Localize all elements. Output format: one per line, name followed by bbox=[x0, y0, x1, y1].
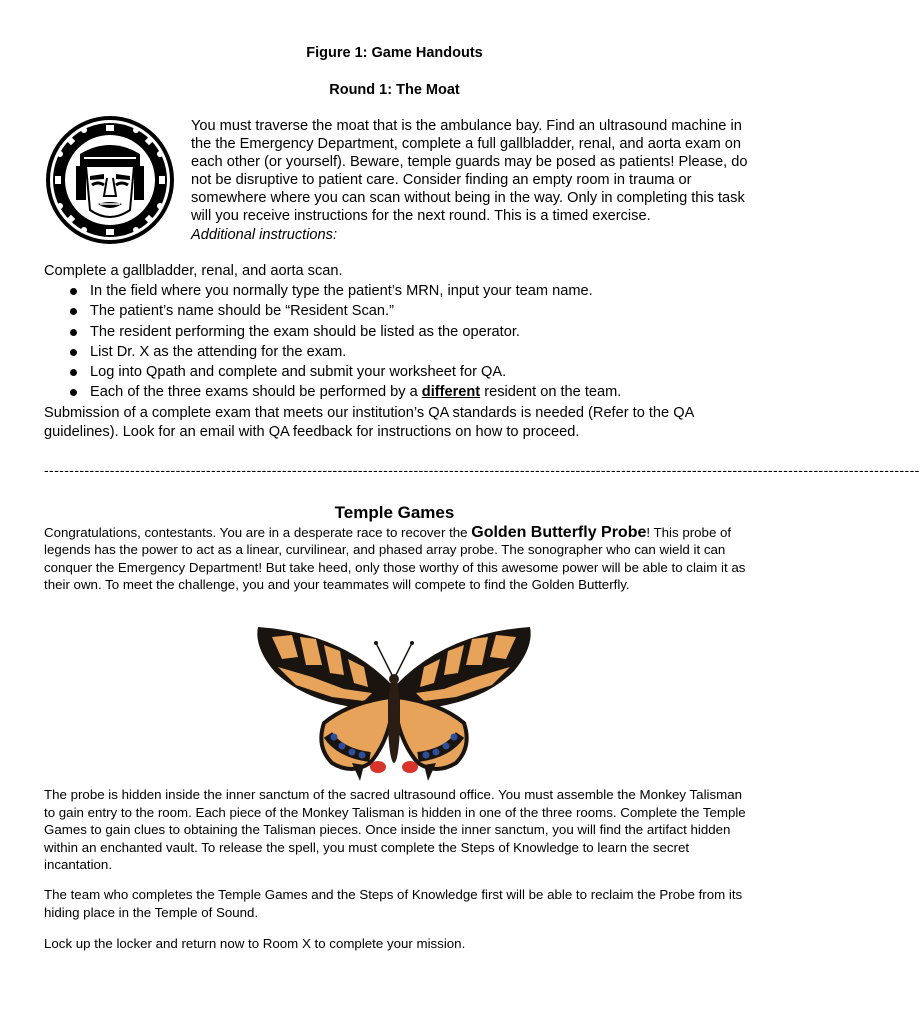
bullet-text-after: resident on the team. bbox=[480, 384, 622, 401]
temple-intro-paragraph bbox=[44, 524, 752, 594]
bullet-text-before: Each of the three exams should be performed by a bbox=[90, 384, 422, 401]
temple-games-title: Temple Games bbox=[334, 503, 455, 522]
complete-scan-line: Complete a gallbladder, renal, and aorta scan. bbox=[44, 263, 343, 279]
golden-butterfly-probe: Golden Butterfly Probe bbox=[471, 524, 647, 541]
submission-paragraph: Submission of a complete exam that meets our institution’s QA standards is needed (Refer to the QA guidelines). Look for an email with QA feedback for instructions on how to proceed. bbox=[44, 405, 694, 440]
list-item: Log into Qpath and complete and submit your worksheet for QA. bbox=[44, 362, 764, 382]
probe-hidden-paragraph: The probe is hidden inside the inner sanctum of the sacred ultrasound office. You must assemble the Monkey Talisman to gain entry to the room. Each piece of the Monkey Talisman is hidden in one of the three rooms. Complete the Temple Games to gain clues to obtaining the Talisman pieces. Once inside the inner sanctum, you will find the artifact hidden within an enchanted vault. To release the spell, you must complete the Steps of Knowledge to learn the secret incantation. bbox=[44, 787, 746, 873]
instructions-list bbox=[44, 281, 764, 403]
team-completes-paragraph: The team who completes the Temple Games and the Steps of Knowledge first will be able to reclaim the Probe from its hiding place in the Temple of Sound. bbox=[44, 887, 743, 920]
round1-intro bbox=[191, 117, 751, 244]
figure-title: Figure 1: Game Handouts bbox=[306, 45, 483, 61]
round1-intro-text: You must traverse the moat that is the ambulance bay. Find an ultrasound machine in the the Emergency Department, complete a full gallbladder, renal, and aorta exam on each other (or yourself). Beware, temple guards may be posed as patients! Please, do not be disruptive to patient care. Consider finding an empty room in trauma or somewhere where you can scan without being in the way. Only in completing this task will you receive instructions for the next round. This is a timed exercise. bbox=[191, 118, 748, 225]
olmec-medallion-image bbox=[44, 114, 176, 246]
list-item: The patient’s name should be “Resident Scan.” bbox=[44, 301, 764, 321]
additional-instructions-label: Additional instructions: bbox=[191, 226, 338, 243]
list-item: List Dr. X as the attending for the exam. bbox=[44, 342, 764, 362]
section-divider: ----------------------------------------------------------------------------------------------------------------------------------------------------------------------------- bbox=[44, 462, 920, 478]
butterfly-image bbox=[252, 623, 536, 783]
lock-locker-paragraph: Lock up the locker and return now to Room X to complete your mission. bbox=[44, 936, 466, 951]
different-emphasis: different bbox=[421, 384, 481, 401]
list-item bbox=[44, 382, 764, 402]
temple-para-before: Congratulations, contestants. You are in a desperate race to recover the bbox=[44, 525, 472, 540]
list-item: In the field where you normally type the patient’s MRN, input your team name. bbox=[44, 281, 764, 301]
list-item: The resident performing the exam should be listed as the operator. bbox=[44, 322, 764, 342]
round-title: Round 1: The Moat bbox=[329, 82, 460, 98]
temple-para-after: ! This probe of legends has the power to act as a linear, curvilinear, and phased array probe. The sonographer who can wield it can conquer the Emergency Department! But take heed, only those worthy of this awesome power will be able to claim it as their own. To meet the challenge, you and your teammates will compete to find the Golden Butterfly. bbox=[44, 525, 746, 593]
